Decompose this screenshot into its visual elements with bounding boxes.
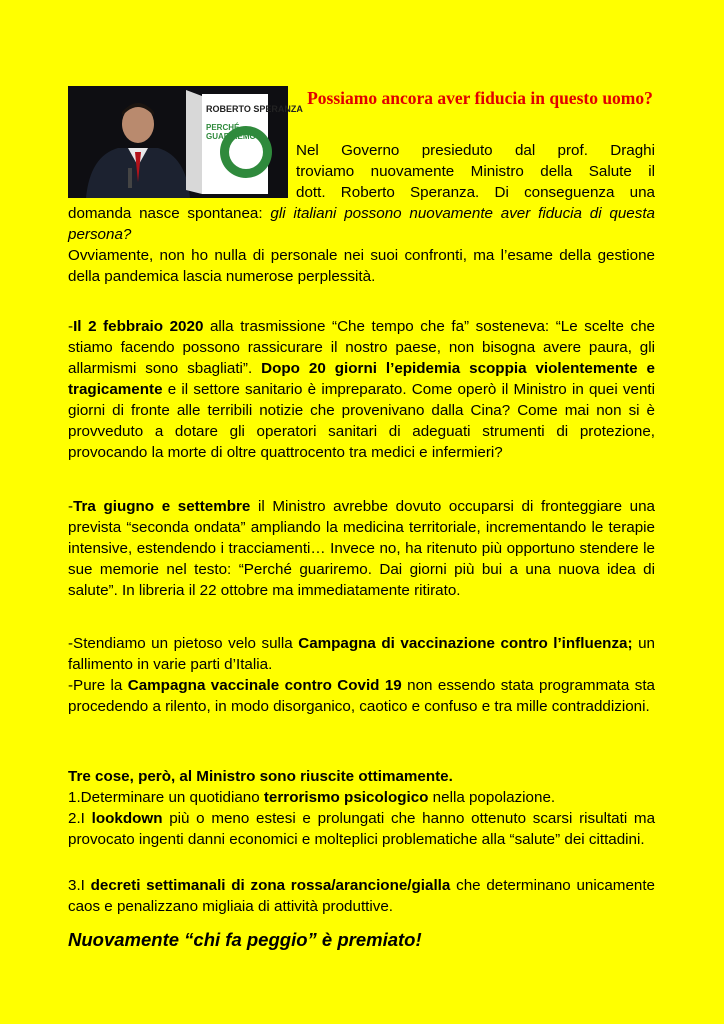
item2-highlight: lookdown <box>91 810 163 827</box>
paragraph-covid <box>68 675 655 717</box>
dash: - <box>68 318 74 335</box>
article-title: Possiamo ancora aver fiducia in questo uomo? <box>307 88 653 108</box>
intro-paragraph-2: Ovviamente, non ho nulla di personale nei suoi confronti, ma l’esame della gestione della pandemica lascia numerose perplessità. <box>68 247 655 285</box>
text-run: un fallimento in varie parti d’Italia. <box>68 635 655 673</box>
item3-highlight: decreti settimanali di zona rossa/arancione/gialla <box>90 877 451 894</box>
intro-line-2: troviamo nuovamente Ministro della Salute il <box>296 163 655 180</box>
text-run: più o meno estesi e prolungati che hanno ottenuto scarsi risultati ma provocato ingenti danni economici e molteplici problematiche alla “salute” dei cittadini. <box>68 810 656 848</box>
book-author: ROBERTO SPERANZA <box>206 104 303 114</box>
intro-continued <box>68 203 655 287</box>
section-heading: Tre cose, però, al Ministro sono riuscite ottimamente. <box>68 768 453 785</box>
paragraph-february <box>68 316 655 463</box>
epidemic-highlight: Dopo 20 giorni l’epidemia scoppia violentemente e tragicamente <box>68 360 655 398</box>
book-title-a: PERCHÉ <box>206 123 240 132</box>
covid-campaign-highlight: Campagna vaccinale contro Covid 19 <box>127 677 402 694</box>
period-highlight: Tra giugno e settembre <box>73 498 251 515</box>
book-title-b: GUARIREMO <box>206 132 256 141</box>
paragraph-summer <box>68 496 655 601</box>
date-highlight: Il 2 febbraio 2020 <box>73 318 204 335</box>
paragraph-flu <box>68 633 655 675</box>
list-item-1 <box>68 787 655 808</box>
intro-question-lead: domanda nasce spontanea: <box>68 205 271 222</box>
minister-with-book-image <box>68 86 303 198</box>
text-run: 2.I <box>68 810 92 827</box>
intro-line-3: dott. Roberto Speranza. Di conseguenza una <box>296 184 655 201</box>
text-run: 3.I <box>68 877 91 894</box>
flu-campaign-highlight: Campagna di vaccinazione contro l’influenza; <box>298 635 633 652</box>
intro-right-column <box>296 140 655 203</box>
list-item-2 <box>68 808 655 850</box>
text-run: -Pure la <box>68 677 128 694</box>
text-run: alla trasmissione “Che tempo che fa” sosteneva: “Le scelte che stiamo facendo possono rassicurare il nostro paese, non bisogna avere paura, gli allarmismi sono sbagliati”. <box>68 318 655 377</box>
text-run: e il settore sanitario è impreparato. Come operò il Ministro in quei venti giorni di fronte alle terribili notizie che provenivano dalla Cina? Come mai non si è provveduto a dotare gli operatori sanitari di adeguati strumenti di protezione, provocando la morte di oltre quattrocento tra medici e infermieri? <box>68 381 655 461</box>
dash: - <box>68 498 74 515</box>
text-run: -Stendiamo un pietoso velo sulla <box>68 635 299 652</box>
text-run: che determinano unicamente caos e penalizzano migliaia di attività produttive. <box>68 877 655 915</box>
article-photo <box>68 86 303 198</box>
intro-line-1: Nel Governo presieduto dal prof. Draghi <box>296 142 655 159</box>
item1-highlight: terrorismo psicologico <box>263 789 429 806</box>
text-run: 1.Determinare un quotidiano <box>68 789 264 806</box>
text-run: il Ministro avrebbe dovuto occuparsi di fronteggiare una prevista “seconda ondata” ampliando la medicina territoriale, incrementando le terapie intensive, estendendo i tracciamenti… Invece no, ha ritenuto più opportuno stendere le sue memorie nel testo: “Perché guariremo. Dai giorni più bui a una nuova idea di salute”. In libreria il 22 ottobre ma immediatamente ritirato. <box>68 498 655 599</box>
intro-question: gli italiani possono nuovamente aver fiducia di questa persona? <box>68 205 655 243</box>
closing-statement: Nuovamente “chi fa peggio” è premiato! <box>68 929 422 950</box>
list-item-3 <box>68 875 655 917</box>
text-run: non essendo stata programmata sta procedendo a rilento, in modo disorganico, caotico e confuso e tra mille contraddizioni. <box>68 677 655 715</box>
text-run: nella popolazione. <box>428 789 556 806</box>
intro-question-paragraph <box>68 203 655 245</box>
